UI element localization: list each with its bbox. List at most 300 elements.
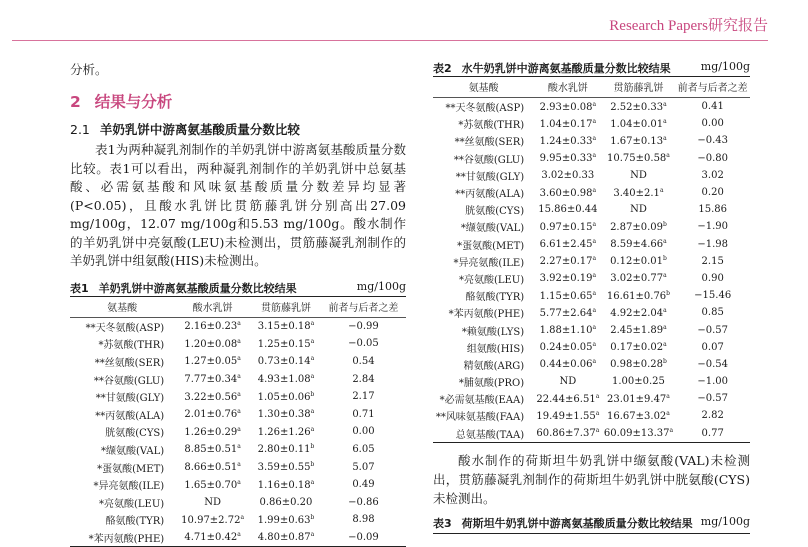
subsection-title: 羊奶乳饼中游离氨基酸质量分数比较 (100, 122, 300, 137)
cell-text: *亮氨酸(LEU) (99, 499, 164, 510)
difference-cell (675, 339, 750, 356)
cell-text: 2.15 (702, 256, 724, 267)
significance-letter: a (593, 221, 597, 228)
running-header (0, 0, 808, 44)
cell-text: 胱氨酸(CYS) (105, 428, 164, 439)
significance-letter: a (596, 393, 600, 400)
cell-text: 1.16±0.18 (258, 480, 311, 491)
cell-text: 总氨基酸(TAA) (456, 430, 524, 441)
cell-text: ND (630, 204, 647, 215)
cell-text: 0.85 (702, 307, 724, 318)
amino-acid-cell (433, 184, 534, 201)
cell-text: 3.15±0.18 (258, 321, 311, 332)
table-row (433, 150, 750, 167)
significance-letter: a (593, 341, 597, 348)
cell-text: 2.01±0.76 (184, 409, 237, 420)
value-cell (534, 218, 601, 235)
table-row (70, 493, 406, 511)
table-row (433, 167, 750, 184)
table-row (433, 236, 750, 253)
table-row (433, 321, 750, 338)
difference-cell (321, 353, 406, 371)
cell-text: *蛋氨酸(MET) (457, 241, 524, 252)
cell-text: **丝氨酸(SER) (95, 358, 164, 369)
value-cell (174, 493, 251, 511)
subsection-number: 2.1 (70, 122, 90, 137)
value-cell (251, 458, 321, 476)
value-cell (534, 287, 601, 304)
cell-text: *异亮氨酸(ILE) (93, 481, 164, 492)
value-cell (251, 317, 321, 335)
cell-text: 60.86±7.37 (536, 428, 595, 439)
table-row (70, 476, 406, 494)
significance-letter: a (311, 531, 315, 538)
cell-text: 1.26±1.26 (258, 427, 311, 438)
cell-text: 0.41 (702, 101, 724, 112)
cell-text: **甘氨酸(GLY) (96, 393, 164, 404)
amino-acid-cell (70, 370, 174, 388)
table-row (70, 441, 406, 459)
value-cell (534, 236, 601, 253)
table2-number: 表2 (433, 62, 452, 75)
cell-text: 1.24±0.33 (540, 136, 593, 147)
table-row (433, 253, 750, 270)
significance-letter: a (237, 443, 241, 450)
table1-unit: mg/100g (357, 280, 406, 296)
col-header: 酸水乳饼 (534, 77, 601, 98)
value-cell (602, 236, 676, 253)
significance-letter: a (237, 338, 241, 345)
value-cell (174, 317, 251, 335)
cell-text: 2.16±0.23 (184, 321, 237, 332)
value-cell (602, 304, 676, 321)
cell-text: 15.86±0.44 (538, 204, 597, 215)
cell-text: −0.54 (697, 359, 728, 370)
table-header-row (433, 77, 750, 98)
value-cell (602, 373, 676, 390)
amino-acid-cell (433, 150, 534, 167)
value-cell (251, 370, 321, 388)
header-rule (12, 40, 768, 41)
cell-text: 0.86±0.20 (260, 497, 313, 508)
cell-text: 8.59±4.66 (610, 239, 663, 250)
cell-text: 1.15±0.65 (540, 291, 593, 302)
value-cell (174, 476, 251, 494)
continued-text: 分析。 (70, 60, 406, 80)
value-cell (602, 201, 676, 218)
significance-letter: a (593, 101, 597, 108)
cell-text: 1.30±0.38 (258, 409, 311, 420)
table-row (70, 458, 406, 476)
value-cell (251, 529, 321, 547)
cell-text: 精氨酸(ARG) (464, 361, 525, 372)
significance-letter: a (311, 355, 315, 362)
amino-acid-cell (70, 511, 174, 529)
significance-letter: a (240, 514, 244, 521)
cell-text: 3.40±2.1 (613, 188, 660, 199)
cell-text: 胱氨酸(CYS) (465, 206, 524, 217)
cell-text: ND (559, 376, 576, 387)
significance-letter: a (311, 320, 315, 327)
value-cell (534, 201, 601, 218)
amino-acid-cell (433, 115, 534, 132)
amino-acid-cell (70, 353, 174, 371)
value-cell (251, 388, 321, 406)
cell-text: *苯丙氨酸(PHE) (89, 534, 165, 545)
cell-text: −1.90 (697, 221, 728, 232)
value-cell (602, 132, 676, 149)
significance-letter: a (663, 324, 667, 331)
cell-text: 2.84 (352, 374, 374, 385)
value-cell (534, 339, 601, 356)
cell-text: 1.04±0.17 (540, 119, 593, 130)
cell-text: 1.05±0.06 (258, 392, 311, 403)
significance-letter: a (237, 461, 241, 468)
significance-letter: b (311, 443, 315, 450)
significance-letter: a (237, 373, 241, 380)
significance-letter: a (311, 408, 315, 415)
value-cell (174, 458, 251, 476)
table-row (433, 184, 750, 201)
value-cell (534, 356, 601, 373)
cell-text: 2.93±0.08 (540, 102, 593, 113)
value-cell (534, 390, 601, 407)
table-row (433, 270, 750, 287)
cell-text: 2.82 (702, 410, 724, 421)
significance-letter: a (596, 410, 600, 417)
amino-acid-cell (70, 405, 174, 423)
cell-text: 1.65±0.70 (184, 480, 237, 491)
table-row (433, 132, 750, 149)
value-cell (251, 353, 321, 371)
col-header: 贯筋藤乳饼 (251, 296, 321, 317)
cell-text: −0.05 (348, 338, 379, 349)
value-cell (602, 425, 676, 443)
table3-top-rule (433, 533, 750, 534)
difference-cell (675, 304, 750, 321)
cell-text: 3.02±0.77 (610, 273, 663, 284)
cell-text: **丙氨酸(ALA) (95, 411, 164, 422)
amino-acid-cell (433, 407, 534, 424)
significance-letter: a (663, 238, 667, 245)
amino-acid-cell (433, 236, 534, 253)
cell-text: 9.95±0.33 (540, 153, 593, 164)
cell-text: 0.00 (352, 426, 374, 437)
table2-caption (433, 60, 750, 76)
significance-letter: a (311, 426, 315, 433)
value-cell (174, 335, 251, 353)
table3-number: 表3 (433, 517, 452, 530)
cell-text: **丝氨酸(SER) (455, 137, 524, 148)
cell-text: 22.44±6.51 (536, 394, 595, 405)
table-row (70, 388, 406, 406)
value-cell (602, 115, 676, 132)
significance-letter: a (663, 101, 667, 108)
value-cell (534, 132, 601, 149)
amino-acid-cell (433, 218, 534, 235)
cell-text: *必需氨基酸(EAA) (440, 395, 525, 406)
value-cell (602, 270, 676, 287)
cell-text: 1.20±0.08 (184, 339, 237, 350)
table-row (70, 529, 406, 547)
section-number: 2 (70, 93, 81, 111)
cell-text: −0.57 (697, 325, 728, 336)
value-cell (534, 373, 601, 390)
difference-cell (321, 476, 406, 494)
cell-text: **天冬氨酸(ASP) (86, 323, 165, 334)
cell-text: 2.17 (352, 391, 374, 402)
significance-letter: b (311, 461, 315, 468)
cell-text: 3.22±0.56 (184, 392, 237, 403)
difference-cell (675, 407, 750, 424)
significance-letter: a (237, 391, 241, 398)
cell-text: 10.97±2.72 (181, 515, 240, 526)
significance-letter: a (669, 427, 673, 434)
cell-text: 4.80±0.87 (258, 532, 311, 543)
value-cell (251, 423, 321, 441)
cell-text: 3.60±0.98 (540, 188, 593, 199)
cell-text: 5.77±2.64 (540, 308, 593, 319)
table1 (70, 296, 406, 547)
left-column (70, 60, 406, 547)
cell-text: 1.26±0.29 (184, 427, 237, 438)
cell-text: 8.85±0.51 (184, 444, 237, 455)
cell-text: −15.46 (694, 290, 731, 301)
cell-text: 0.77 (702, 428, 724, 439)
difference-cell (675, 98, 750, 116)
amino-acid-cell (70, 476, 174, 494)
value-cell (534, 98, 601, 116)
difference-cell (321, 493, 406, 511)
value-cell (251, 476, 321, 494)
cell-text: 0.97±0.15 (540, 222, 593, 233)
cell-text: 0.20 (702, 187, 724, 198)
significance-letter: a (593, 307, 597, 314)
difference-cell (675, 115, 750, 132)
difference-cell (675, 184, 750, 201)
cell-text: 1.99±0.63 (258, 515, 311, 526)
value-cell (602, 98, 676, 116)
value-cell (534, 253, 601, 270)
subsection-heading (70, 120, 406, 138)
significance-letter: a (666, 152, 670, 159)
cell-text: 4.92±2.04 (610, 308, 663, 319)
significance-letter: a (663, 272, 667, 279)
cell-text: 0.98±0.28 (610, 359, 663, 370)
table-row (433, 115, 750, 132)
table-row (70, 423, 406, 441)
table-row (433, 425, 750, 443)
significance-letter: a (593, 118, 597, 125)
difference-cell (321, 370, 406, 388)
difference-cell (321, 388, 406, 406)
significance-letter: a (593, 187, 597, 194)
cell-text: 1.00±0.25 (612, 376, 665, 387)
value-cell (534, 167, 601, 184)
table1-caption (70, 280, 406, 296)
difference-cell (321, 405, 406, 423)
value-cell (602, 253, 676, 270)
difference-cell (675, 390, 750, 407)
amino-acid-cell (433, 201, 534, 218)
value-cell (534, 321, 601, 338)
cell-text: −0.09 (348, 532, 379, 543)
value-cell (251, 441, 321, 459)
table-row (70, 511, 406, 529)
cell-text: 8.66±0.51 (184, 462, 237, 473)
cell-text: 2.80±0.11 (258, 444, 311, 455)
section-title: 结果与分析 (95, 93, 173, 111)
cell-text: 3.02 (702, 170, 724, 181)
cell-text: 2.87±0.09 (610, 222, 663, 233)
significance-letter: a (237, 531, 241, 538)
body-paragraph: 表1为两种凝乳剂制作的羊奶乳饼中游离氨基酸质量分数比较。表1可以看出，两种凝乳剂制作的羊奶乳饼中总氨基酸、必需氨基酸和风味氨基酸质量分数差异均显著(P<0.05)，且酸水乳饼比贯筋藤乳饼分别高出27.09 mg/100g，12.07 mg/100g和5.53 mg/100g。酸水制作的羊奶乳饼中亮氨酸(LEU)未检测出，贯筋藤凝乳剂制作的羊奶乳饼中组氨酸(HIS)未检测出。 (70, 141, 406, 271)
table-row (70, 370, 406, 388)
difference-cell (675, 253, 750, 270)
cell-text: ND (630, 170, 647, 181)
significance-letter: a (237, 479, 241, 486)
significance-letter: a (660, 187, 664, 194)
value-cell (534, 425, 601, 443)
journal-section-title: Research Papers研究报告 (609, 14, 768, 35)
difference-cell (675, 287, 750, 304)
table2-unit: mg/100g (701, 60, 750, 76)
significance-letter: a (593, 135, 597, 142)
cell-text: **谷氨酸(GLU) (94, 376, 164, 387)
difference-cell (675, 425, 750, 443)
value-cell (251, 511, 321, 529)
significance-letter: a (593, 255, 597, 262)
cell-text: 3.02±0.33 (541, 170, 594, 181)
cell-text: 0.00 (702, 118, 724, 129)
cell-text: 7.77±0.34 (184, 374, 237, 385)
difference-cell (675, 373, 750, 390)
difference-cell (321, 317, 406, 335)
value-cell (602, 218, 676, 235)
table3-caption (433, 515, 750, 531)
cell-text: 1.27±0.05 (184, 356, 237, 367)
amino-acid-cell (433, 132, 534, 149)
table2 (433, 76, 750, 443)
value-cell (534, 115, 601, 132)
amino-acid-cell (70, 441, 174, 459)
amino-acid-cell (433, 356, 534, 373)
cell-text: 4.93±1.08 (258, 374, 311, 385)
cell-text: 2.27±0.17 (540, 256, 593, 267)
amino-acid-cell (433, 167, 534, 184)
value-cell (174, 353, 251, 371)
value-cell (602, 287, 676, 304)
cell-text: *脯氨酸(PRO) (459, 378, 524, 389)
cell-text: 2.52±0.33 (610, 102, 663, 113)
significance-letter: a (237, 355, 241, 362)
cell-text: −0.43 (697, 135, 728, 146)
significance-letter: a (311, 373, 315, 380)
table3-unit: mg/100g (701, 515, 750, 531)
cell-text: *赖氨酸(LYS) (462, 327, 524, 338)
difference-cell (675, 356, 750, 373)
value-cell (602, 356, 676, 373)
cell-text: 3.59±0.55 (258, 462, 311, 473)
table-row (70, 405, 406, 423)
cell-text: 酪氨酸(TYR) (106, 516, 165, 527)
significance-letter: a (666, 393, 670, 400)
amino-acid-cell (433, 304, 534, 321)
difference-cell (321, 458, 406, 476)
table-row (433, 304, 750, 321)
table-row (433, 339, 750, 356)
col-header: 氨基酸 (70, 296, 174, 317)
cell-text: **甘氨酸(GLY) (456, 172, 524, 183)
value-cell (174, 370, 251, 388)
significance-letter: a (593, 358, 597, 365)
significance-letter: b (663, 221, 667, 228)
value-cell (251, 493, 321, 511)
difference-cell (675, 150, 750, 167)
cell-text: −1.00 (697, 376, 728, 387)
table-row (70, 335, 406, 353)
cell-text: **丙氨酸(ALA) (455, 189, 524, 200)
cell-text: 19.49±1.55 (536, 411, 595, 422)
significance-letter: a (663, 341, 667, 348)
cell-text: *亮氨酸(LEU) (459, 275, 524, 286)
cell-text: 3.92±0.19 (540, 273, 593, 284)
significance-letter: a (311, 479, 315, 486)
cell-text: *缬氨酸(VAL) (101, 446, 164, 457)
table-row (433, 373, 750, 390)
table-row (433, 201, 750, 218)
value-cell (602, 407, 676, 424)
significance-letter: a (593, 290, 597, 297)
difference-cell (321, 423, 406, 441)
col-header: 酸水乳饼 (174, 296, 251, 317)
difference-cell (675, 218, 750, 235)
cell-text: 23.01±9.47 (607, 394, 666, 405)
table3-title: 荷斯坦牛奶乳饼中游离氨基酸质量分数比较结果 (462, 517, 693, 530)
difference-cell (675, 167, 750, 184)
significance-letter: a (663, 135, 667, 142)
amino-acid-cell (70, 388, 174, 406)
value-cell (251, 405, 321, 423)
cell-text: 6.61±2.45 (540, 239, 593, 250)
significance-letter: a (663, 118, 667, 125)
difference-cell (675, 270, 750, 287)
cell-text: *蛋氨酸(MET) (97, 464, 164, 475)
value-cell (534, 270, 601, 287)
cell-text: 10.75±0.58 (607, 153, 666, 164)
cell-text: 0.90 (702, 273, 724, 284)
value-cell (602, 390, 676, 407)
significance-letter: a (666, 410, 670, 417)
amino-acid-cell (433, 98, 534, 116)
cell-text: **天冬氨酸(ASP) (446, 103, 525, 114)
significance-letter: a (663, 307, 667, 314)
cell-text: *苏氨酸(THR) (98, 340, 164, 351)
cell-text: 1.04±0.01 (610, 119, 663, 130)
cell-text: 1.67±0.13 (610, 136, 663, 147)
significance-letter: a (237, 320, 241, 327)
table-row (70, 317, 406, 335)
cell-text: 0.71 (352, 409, 374, 420)
table-row (433, 390, 750, 407)
cell-text: −1.98 (697, 239, 728, 250)
table-row (70, 353, 406, 371)
significance-letter: a (596, 427, 600, 434)
value-cell (174, 405, 251, 423)
cell-text: 16.61±0.76 (607, 291, 666, 302)
cell-text: *缬氨酸(VAL) (461, 223, 524, 234)
table-header-row (70, 296, 406, 317)
